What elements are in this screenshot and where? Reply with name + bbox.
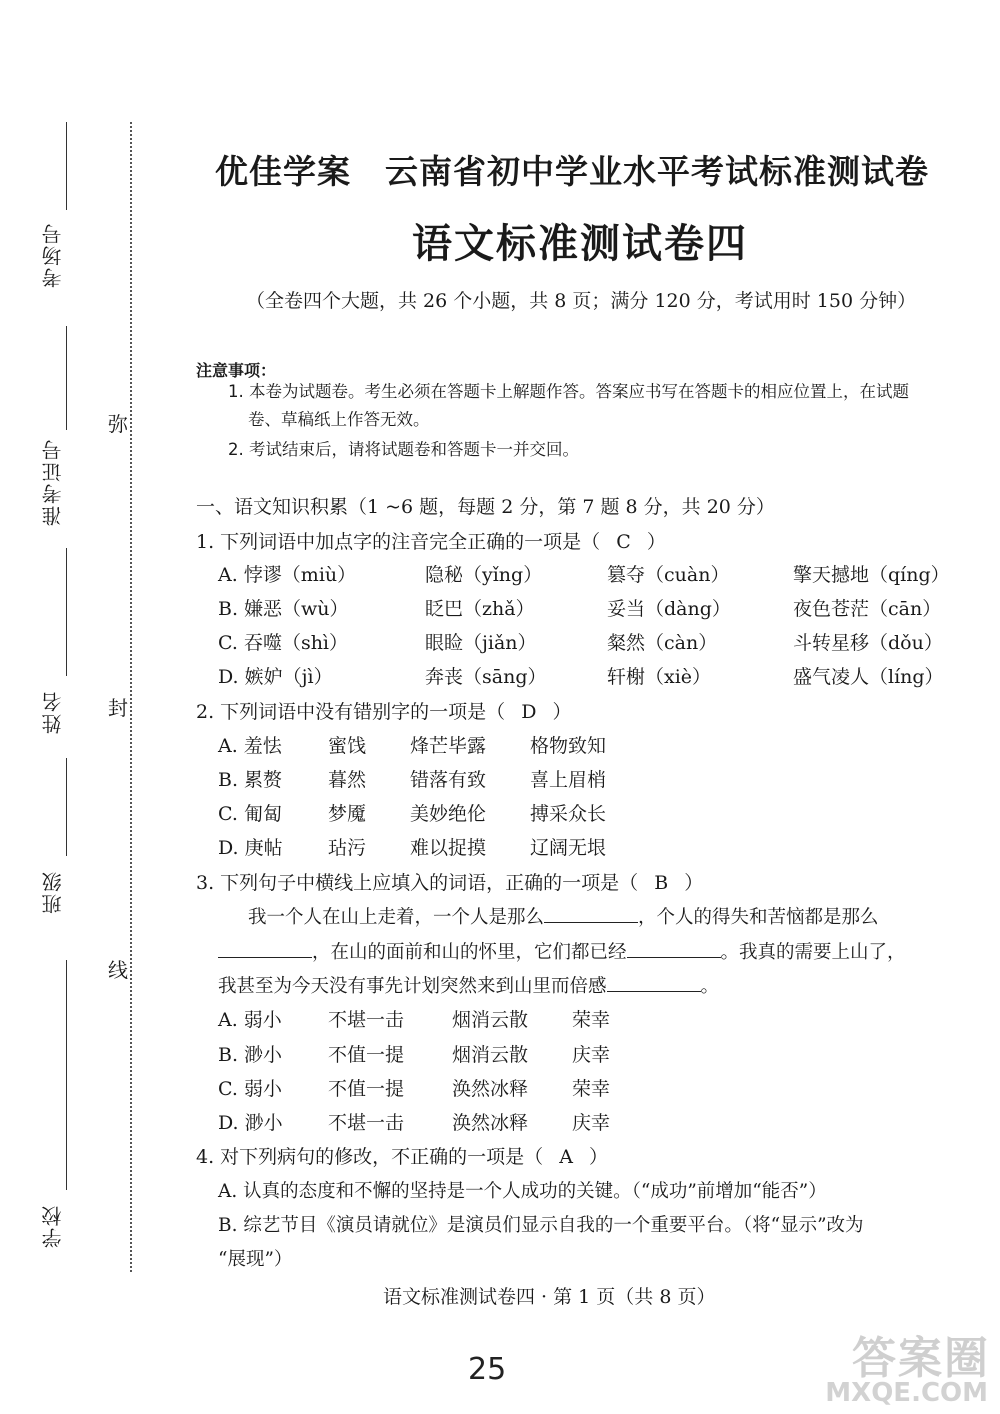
q4-stem: [196, 1142, 608, 1169]
q1-c-3: 粲然（càn）: [607, 632, 718, 654]
q1-c-1: C. 吞噬（shì）: [218, 632, 349, 654]
q2-c-2: 梦魇: [328, 803, 367, 825]
q2-b-1: B. 累赘: [218, 769, 283, 791]
fill-blank: [627, 956, 721, 958]
q1-d-2: 奔丧（sāng）: [425, 666, 547, 688]
q2-b-2: 暮然: [328, 769, 367, 791]
q4-option-b-cont: “展现”）: [218, 1249, 293, 1270]
q3-c-1: C. 弱小: [218, 1078, 282, 1100]
q3-passage-text: ，在山的面前和山的怀里，它们都已经: [312, 942, 627, 963]
q2-b-3: 错落有致: [410, 769, 487, 791]
note-1: 1. 本卷为试题卷。考生必须在答题卡上解题作答。答案应书写在答题卡的相应位置上，在试题: [228, 382, 909, 401]
class-line: [66, 758, 67, 856]
q2-c-3: 美妙绝伦: [410, 803, 487, 825]
q3-b-4: 庆幸: [572, 1044, 611, 1066]
q1-close: ）: [646, 531, 666, 553]
q3-d-2: 不堪一击: [328, 1112, 405, 1134]
seal-dashed-line: [130, 122, 132, 1272]
q3-passage-text: 。我真的需要上山了，: [720, 942, 906, 963]
q2-d-3: 难以捉摸: [410, 837, 487, 859]
ticket-line: [66, 326, 67, 430]
q4-option-b: B. 综艺节目《演员请就位》是演员们显示自我的一个重要平台。（将“显示”改为: [218, 1215, 864, 1236]
q3-c-2: 不值一提: [328, 1078, 405, 1100]
q1-stem: [196, 527, 666, 554]
q1-b-2: 眨巴（zhǎ）: [425, 598, 535, 620]
q3-passage-text: ，个人的得失和苦恼都是那么: [638, 907, 879, 928]
q3-stem-text: 3. 下列句子中横线上应填入的词语，正确的一项是（: [196, 872, 639, 894]
q2-a-2: 蜜饯: [328, 735, 367, 757]
q4-answer: A: [559, 1146, 573, 1168]
q2-d-4: 辽阔无垠: [530, 837, 607, 859]
q1-b-3: 妥当（dàng）: [607, 598, 731, 620]
q3-a-2: 不堪一击: [328, 1009, 405, 1031]
q1-answer: C: [616, 531, 631, 553]
q3-a-4: 荣幸: [572, 1009, 611, 1031]
school-line: [66, 960, 67, 1190]
section-1-title: 一、语文知识积累（1 ~6 题，每题 2 分，第 7 题 8 分，共 20 分）: [196, 496, 775, 518]
q3-passage-text: 。: [700, 976, 720, 997]
watermark-url: MXQE.COM: [825, 1378, 988, 1408]
q2-stem-text: 2. 下列词语中没有错别字的一项是（: [196, 701, 506, 723]
name-line: [66, 548, 67, 676]
q1-a-4: 擎天撼地（qíng）: [793, 564, 950, 586]
fill-blank: [607, 990, 701, 992]
q3-c-4: 荣幸: [572, 1078, 611, 1100]
exam-room-line: [66, 122, 67, 210]
q2-a-4: 格物致知: [530, 735, 607, 757]
q2-c-1: C. 匍匐: [218, 803, 282, 825]
seal-mark-mi: 弥: [108, 412, 128, 436]
fill-blank: [218, 956, 312, 958]
q2-d-2: 玷污: [328, 837, 367, 859]
q3-stem: [196, 868, 703, 895]
q2-d-1: D. 庚帖: [218, 837, 283, 859]
handwritten-page-number: 25: [468, 1352, 507, 1387]
q1-a-1: A. 悖谬（miù）: [218, 564, 357, 586]
q2-stem: [196, 697, 572, 724]
q3-answer: B: [654, 872, 669, 894]
note-2: 2. 考试结束后，请将试题卷和答题卡一并交回。: [228, 440, 579, 459]
name-label: 姓名: [41, 690, 65, 734]
q1-d-1: D. 嫉妒（jì）: [218, 666, 333, 688]
q3-passage-line-3: [218, 972, 719, 998]
school-label: 学校: [41, 1204, 65, 1248]
q4-option-a: A. 认真的态度和不懈的坚持是一个人成功的关键。（“成功”前增加“能否”）: [218, 1181, 827, 1202]
q1-b-1: B. 嫌恶（wù）: [218, 598, 349, 620]
q3-passage-text: 我甚至为今天没有事先计划突然来到山里而倍感: [218, 976, 607, 997]
q1-c-4: 斗转星移（dǒu）: [793, 632, 943, 654]
series-title: 优佳学案 云南省初中学业水平考试标准测试卷: [215, 152, 929, 191]
q2-a-3: 烽芒毕露: [410, 735, 487, 757]
note-1-cont: 卷、草稿纸上作答无效。: [248, 410, 430, 429]
q3-a-1: A. 弱小: [218, 1009, 282, 1031]
exam-room-label: 考场号: [41, 222, 65, 288]
q2-c-4: 搏采众长: [530, 803, 607, 825]
watermark-logo: 答案圈: [852, 1333, 990, 1384]
q3-d-1: D. 渺小: [218, 1112, 283, 1134]
q3-close: ）: [684, 872, 704, 894]
q3-b-3: 烟消云散: [452, 1044, 529, 1066]
seal-mark-xian: 线: [108, 958, 128, 982]
q3-a-3: 烟消云散: [452, 1009, 529, 1031]
q1-b-4: 夜色苍茫（cān）: [793, 598, 942, 620]
q3-b-2: 不值一提: [328, 1044, 405, 1066]
q1-d-4: 盛气凌人（líng）: [793, 666, 944, 688]
q1-a-3: 篡夺（cuàn）: [607, 564, 730, 586]
q3-d-3: 涣然冰释: [452, 1112, 529, 1134]
q3-passage-line-1: [248, 903, 879, 929]
paper-info: （全卷四个大题，共 26 个小题，共 8 页；满分 120 分，考试用时 150 分钟）: [246, 290, 917, 312]
q4-stem-text: 4. 对下列病句的修改，不正确的一项是（: [196, 1146, 544, 1168]
q1-a-2: 隐秘（yǐng）: [425, 564, 543, 586]
q3-passage-text: 我一个人在山上走着，一个人是那么: [248, 907, 545, 928]
page-footer: 语文标准测试卷四 · 第 1 页（共 8 页）: [383, 1286, 716, 1308]
q1-d-3: 轩榭（xiè）: [607, 666, 712, 688]
ticket-number-label: 准考证号: [41, 438, 65, 526]
q2-answer: D: [521, 701, 537, 723]
paper-title: 语文标准测试卷四: [412, 220, 748, 267]
seal-mark-feng: 封: [108, 696, 128, 720]
q4-close: ）: [589, 1146, 609, 1168]
q3-d-4: 庆幸: [572, 1112, 611, 1134]
q3-b-1: B. 渺小: [218, 1044, 283, 1066]
class-label: 班级: [41, 870, 65, 914]
q1-c-2: 眼睑（jiǎn）: [425, 632, 537, 654]
q1-stem-text: 1. 下列词语中加点字的注音完全正确的一项是（: [196, 531, 601, 553]
notes-title: 注意事项：: [196, 361, 277, 380]
q2-b-4: 喜上眉梢: [530, 769, 607, 791]
q2-a-1: A. 羞怯: [218, 735, 282, 757]
q3-c-3: 涣然冰释: [452, 1078, 529, 1100]
q3-passage-line-2: [218, 938, 906, 964]
fill-blank: [544, 921, 638, 923]
q2-close: ）: [552, 701, 572, 723]
